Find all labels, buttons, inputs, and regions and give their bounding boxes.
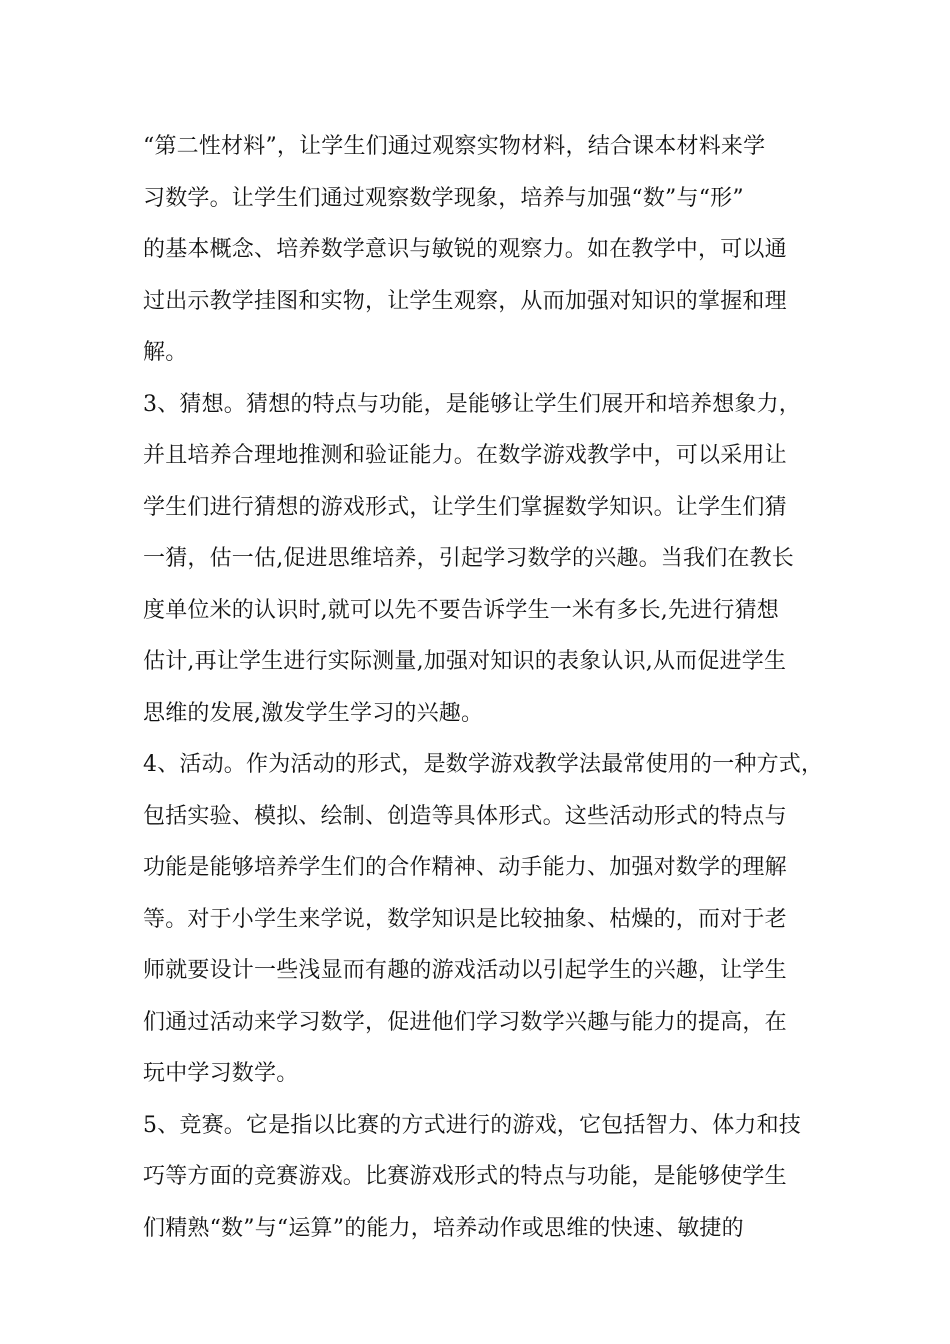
section-3-heading-line: 3、猜想。猜想的特点与功能，是能够让学生们展开和培养想象力， [143,391,801,417]
text-line: 功能是能够培养学生们的合作精神、动手能力、加强对数学的理解 [143,855,787,880]
text-line: 学生们进行猜想的游戏形式，让学生们掌握数学知识。让学生们猜 [143,494,787,520]
text-line: 习数学。让学生们通过观察数学现象，培养与加强“数”与“形” [143,185,744,211]
text-line: 们通过活动来学习数学，促进他们学习数学兴趣与能力的提高，在 [143,1009,787,1035]
text-line: 巧等方面的竞赛游戏。比赛游戏形式的特点与功能，是能够使学生 [143,1164,787,1189]
text-line: 估计,再让学生进行实际测量,加强对知识的表象认识,从而促进学生 [143,649,787,674]
text-line: 包括实验、模拟、绘制、创造等具体形式。这些活动形式的特点与 [143,803,787,829]
text-line: 等。对于小学生来学说，数学知识是比较抽象、枯燥的，而对于老 [143,906,787,932]
text-line: 师就要设计一些浅显而有趣的游戏活动以引起学生的兴趣，让学生 [143,958,787,983]
section-5-heading-line: 5、竞赛。它是指以比赛的方式进行的游戏，它包括智力、体力和技 [143,1112,801,1138]
text-line: 玩中学习数学。 [143,1061,299,1086]
text-line: 们精熟“数”与“运算”的能力，培养动作或思维的快速、敏捷的 [143,1215,744,1241]
text-line: 并且培养合理地推测和验证能力。在数学游戏教学中，可以采用让 [143,443,787,468]
text-line: 度单位米的认识时,就可以先不要告诉学生一米有多长,先进行猜想 [143,597,779,623]
text-line: “第二性材料”，让学生们通过观察实物材料，结合课本材料来学 [143,134,766,159]
body-text [143,128,823,1261]
text-line: 过出示教学挂图和实物，让学生观察，从而加强对知识的掌握和理 [143,288,787,314]
section-4-heading-line: 4、活动。作为活动的形式，是数学游戏教学法最常使用的一种方式， [143,752,824,777]
text-line: 思维的发展,激发学生学习的兴趣。 [143,700,484,726]
text-line: 解。 [143,340,188,365]
text-line: 的基本概念、培养数学意识与敏锐的观察力。如在教学中，可以通 [143,237,787,262]
text-line: 一猜，估一估,促进思维培养，引起学习数学的兴趣。当我们在教长 [143,546,794,571]
